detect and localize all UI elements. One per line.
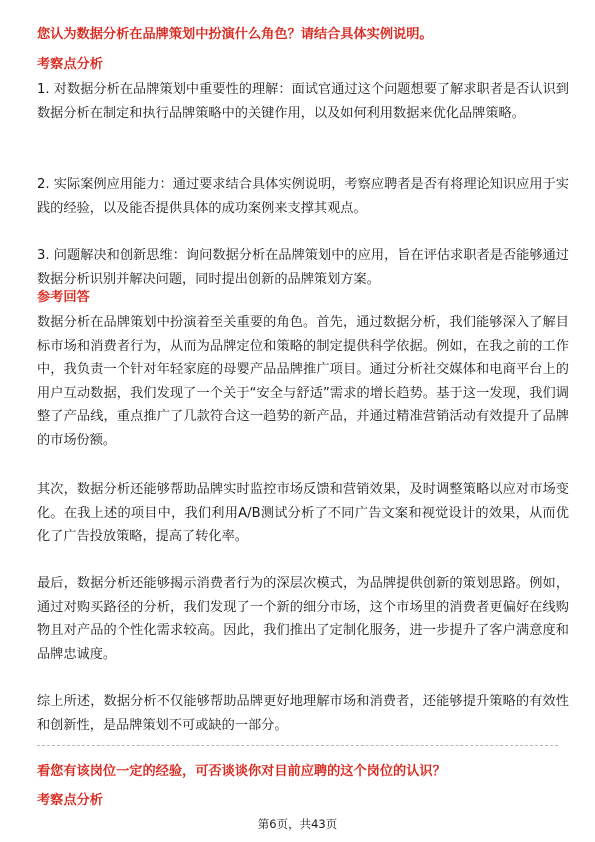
analysis-point-2: 2. 实际案例应用能力：通过要求结合具体实例说明，考察应聘者是否有将理论知识应用于实践的经验，以及能否提供具体的成功案例来支撑其观点。	[37, 177, 569, 216]
answer-paragraph-3: 最后，数据分析还能够揭示消费者行为的深层次模式，为品牌提供创新的策划思路。例如，通过对购买路径的分析，我们发现了一个新的细分市场，这个市场里的消费者更偏好在线购物且对产品的个性化需求较高。因此，我们推出了定制化服务，进一步提升了客户满意度和品牌忠诚度。	[37, 576, 569, 662]
analysis-point-3: 3. 问题解决和创新思维：询问数据分析在品牌策划中的应用，旨在评估求职者是否能够通过数据分析识别并解决问题，同时提出创新的品牌策划方案。	[37, 248, 569, 287]
analysis-heading-2: 考察点分析	[37, 793, 103, 808]
question-title-2: 看您有该岗位一定的经验，可否谈谈你对目前应聘的这个岗位的认识？	[37, 764, 446, 779]
question-title: 您认为数据分析在品牌策划中扮演什么角色？请结合具体实例说明。	[37, 27, 433, 42]
answer-paragraph-1: 数据分析在品牌策划中扮演着至关重要的角色。首先，通过数据分析，我们能够深入了解目标市场和消费者行为，从而为品牌定位和策略的制定提供科学依据。例如，在我之前的工作中，我负责一个针对年轻家庭的母婴产品品牌推广项目。通过分析社交媒体和电商平台上的用户互动数据，我们发现了一个关于“安全与舒适”需求的增长趋势。基于这一发现，我们调整了产品线，重点推广了几款符合这一趋势的新产品，并通过精准营销活动有效提升了品牌的市场份额。	[37, 315, 569, 448]
answer-heading: 参考回答	[37, 290, 90, 305]
analysis-heading: 考察点分析	[37, 57, 103, 72]
section-divider	[37, 745, 558, 746]
answer-paragraph-4: 综上所述，数据分析不仅能够帮助品牌更好地理解市场和消费者，还能够提升策略的有效性和创新性，是品牌策划不可或缺的一部分。	[37, 694, 569, 733]
page-number: 第6页，共43页	[257, 817, 338, 831]
analysis-point-1: 1. 对数据分析在品牌策划中重要性的理解：面试官通过这个问题想要了解求职者是否认识到数据分析在制定和执行品牌策略中的关键作用，以及如何利用数据来优化品牌策略。	[37, 82, 569, 121]
answer-paragraph-2: 其次，数据分析还能够帮助品牌实时监控市场反馈和营销效果，及时调整策略以应对市场变化。在我上述的项目中，我们利用A/B测试分析了不同广告文案和视觉设计的效果，从而优化了广告投放策略，提高了转化率。	[37, 482, 569, 545]
